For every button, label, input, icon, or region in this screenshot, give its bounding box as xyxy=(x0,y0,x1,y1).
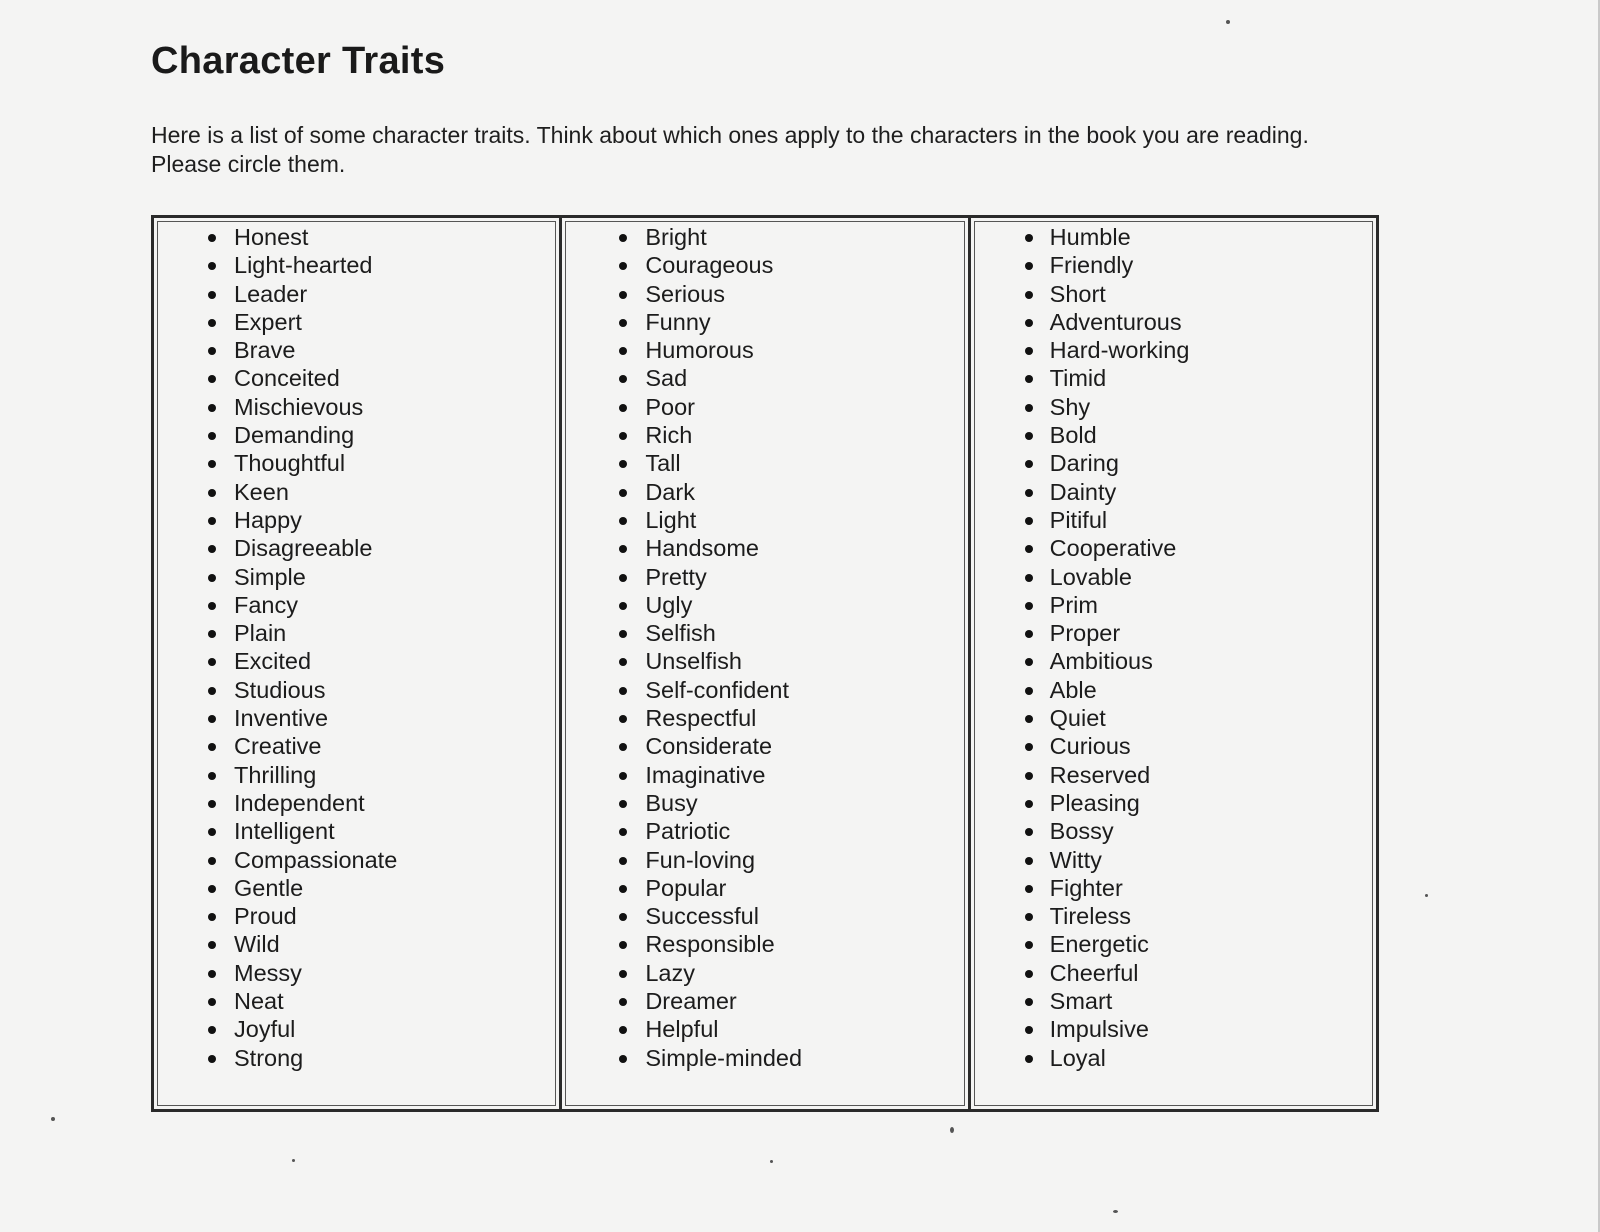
trait-item xyxy=(971,1015,1376,1043)
trait-item xyxy=(971,308,1376,336)
bullet-icon xyxy=(1025,375,1033,383)
bullet-icon xyxy=(208,234,216,242)
trait-label: Pretty xyxy=(645,563,707,590)
bullet-icon xyxy=(619,574,627,582)
bullet-icon xyxy=(619,234,627,242)
trait-label: Short xyxy=(1049,280,1106,307)
bullet-icon xyxy=(1025,574,1033,582)
trait-item xyxy=(562,308,967,336)
trait-item xyxy=(154,619,559,647)
bullet-icon xyxy=(619,828,627,836)
trait-label: Humble xyxy=(1049,224,1131,250)
trait-item xyxy=(971,506,1376,534)
bullet-icon xyxy=(619,432,627,440)
trait-label: Selfish xyxy=(645,620,716,647)
trait-label: Messy xyxy=(234,959,302,986)
trait-label: Fighter xyxy=(1049,874,1123,901)
trait-label: Ugly xyxy=(645,591,693,618)
trait-label: Cooperative xyxy=(1049,535,1177,562)
trait-item xyxy=(154,874,559,902)
trait-label: Rich xyxy=(645,422,693,449)
trait-label: Thoughtful xyxy=(234,450,346,477)
bullet-icon xyxy=(619,517,627,525)
trait-item xyxy=(971,676,1376,704)
trait-label: Witty xyxy=(1049,846,1102,873)
trait-item xyxy=(971,987,1376,1015)
trait-label: Neat xyxy=(234,988,284,1015)
trait-item xyxy=(562,449,967,477)
trait-label: Imaginative xyxy=(645,761,766,788)
trait-item xyxy=(154,478,559,506)
trait-item xyxy=(971,223,1376,251)
bullet-icon xyxy=(208,574,216,582)
scan-speck xyxy=(292,1159,295,1162)
trait-item xyxy=(562,817,967,845)
bullet-icon xyxy=(208,291,216,299)
trait-item xyxy=(562,874,967,902)
trait-item xyxy=(971,817,1376,845)
trait-item xyxy=(154,817,559,845)
trait-label: Fancy xyxy=(234,591,298,618)
bullet-icon xyxy=(1025,857,1033,865)
bullet-icon xyxy=(208,517,216,525)
trait-label: Impulsive xyxy=(1049,1016,1149,1043)
trait-item xyxy=(562,421,967,449)
bullet-icon xyxy=(208,857,216,865)
trait-label: Honest xyxy=(234,224,309,250)
trait-item xyxy=(562,761,967,789)
bullet-icon xyxy=(619,970,627,978)
trait-item xyxy=(154,902,559,930)
trait-item xyxy=(154,449,559,477)
trait-label: Timid xyxy=(1049,365,1107,392)
trait-item xyxy=(562,223,967,251)
bullet-icon xyxy=(208,941,216,949)
bullet-icon xyxy=(619,857,627,865)
trait-item xyxy=(154,1044,559,1072)
bullet-icon xyxy=(208,970,216,978)
bullet-icon xyxy=(619,404,627,412)
bullet-icon xyxy=(619,545,627,553)
scan-speck xyxy=(770,1160,773,1163)
trait-label: Handsome xyxy=(645,535,759,562)
trait-item xyxy=(562,647,967,675)
bullet-icon xyxy=(1025,970,1033,978)
bullet-icon xyxy=(208,545,216,553)
bullet-icon xyxy=(208,913,216,921)
trait-item xyxy=(971,930,1376,958)
traits-column-3 xyxy=(968,218,1376,1109)
scan-speck xyxy=(1425,894,1428,897)
trait-label: Inventive xyxy=(234,705,329,732)
trait-label: Studious xyxy=(234,676,326,703)
trait-label: Happy xyxy=(234,506,302,533)
trait-label: Lazy xyxy=(645,959,695,986)
trait-item xyxy=(562,846,967,874)
trait-item xyxy=(971,591,1376,619)
trait-label: Unselfish xyxy=(645,648,742,675)
bullet-icon xyxy=(1025,347,1033,355)
trait-label: Respectful xyxy=(645,705,757,732)
trait-item xyxy=(562,676,967,704)
trait-item xyxy=(971,251,1376,279)
bullet-icon xyxy=(208,489,216,497)
trait-label: Expert xyxy=(234,308,302,335)
scan-speck xyxy=(1226,20,1230,24)
trait-item xyxy=(562,280,967,308)
trait-label: Plain xyxy=(234,620,287,647)
trait-label: Dark xyxy=(645,478,695,505)
trait-label: Conceited xyxy=(234,365,340,392)
trait-label: Light xyxy=(645,506,697,533)
trait-item xyxy=(154,421,559,449)
bullet-icon xyxy=(619,347,627,355)
trait-label: Sad xyxy=(645,365,688,392)
trait-item xyxy=(562,1015,967,1043)
bullet-icon xyxy=(619,1026,627,1034)
bullet-icon xyxy=(619,941,627,949)
bullet-icon xyxy=(1025,1026,1033,1034)
trait-label: Poor xyxy=(645,393,695,420)
trait-item xyxy=(154,506,559,534)
trait-label: Smart xyxy=(1049,988,1113,1015)
trait-item xyxy=(971,874,1376,902)
bullet-icon xyxy=(208,658,216,666)
bullet-icon xyxy=(619,885,627,893)
scan-speck xyxy=(51,1117,55,1121)
trait-label: Helpful xyxy=(645,1016,719,1043)
bullet-icon xyxy=(1025,885,1033,893)
trait-label: Bold xyxy=(1049,422,1097,449)
trait-label: Shy xyxy=(1049,393,1091,420)
trait-label: Patriotic xyxy=(645,818,731,845)
trait-label: Strong xyxy=(234,1044,304,1071)
trait-label: Courageous xyxy=(645,252,774,279)
trait-item xyxy=(971,336,1376,364)
bullet-icon xyxy=(1025,489,1033,497)
bullet-icon xyxy=(1025,545,1033,553)
bullet-icon xyxy=(619,998,627,1006)
trait-item xyxy=(154,704,559,732)
trait-item xyxy=(971,478,1376,506)
trait-label: Hard-working xyxy=(1049,337,1190,364)
bullet-icon xyxy=(208,743,216,751)
bullet-icon xyxy=(619,1055,627,1063)
trait-label: Successful xyxy=(645,903,759,930)
bullet-icon xyxy=(619,715,627,723)
trait-item xyxy=(562,591,967,619)
trait-label: Mischievous xyxy=(234,393,364,420)
bullet-icon xyxy=(619,262,627,270)
bullet-icon xyxy=(208,347,216,355)
trait-label: Reserved xyxy=(1049,761,1151,788)
bullet-icon xyxy=(208,432,216,440)
bullet-icon xyxy=(619,658,627,666)
trait-item xyxy=(971,732,1376,760)
trait-label: Gentle xyxy=(234,874,304,901)
traits-table xyxy=(151,215,1379,1112)
trait-item xyxy=(562,364,967,392)
trait-item xyxy=(971,280,1376,308)
bullet-icon xyxy=(1025,602,1033,610)
scan-speck xyxy=(1113,1210,1118,1213)
trait-label: Dreamer xyxy=(645,988,737,1015)
bullet-icon xyxy=(1025,800,1033,808)
bullet-icon xyxy=(208,319,216,327)
trait-label: Pitiful xyxy=(1049,506,1108,533)
trait-item xyxy=(154,732,559,760)
trait-item xyxy=(154,251,559,279)
trait-label: Proper xyxy=(1049,620,1121,647)
trait-label: Fun-loving xyxy=(645,846,756,873)
trait-item xyxy=(154,1015,559,1043)
trait-item xyxy=(971,704,1376,732)
bullet-icon xyxy=(208,998,216,1006)
bullet-icon xyxy=(1025,432,1033,440)
trait-label: Prim xyxy=(1049,591,1098,618)
bullet-icon xyxy=(1025,743,1033,751)
trait-item xyxy=(154,308,559,336)
trait-item xyxy=(154,280,559,308)
bullet-icon xyxy=(208,602,216,610)
bullet-icon xyxy=(1025,319,1033,327)
trait-label: Loyal xyxy=(1049,1044,1106,1071)
bullet-icon xyxy=(208,1055,216,1063)
bullet-icon xyxy=(208,715,216,723)
bullet-icon xyxy=(619,291,627,299)
bullet-icon xyxy=(1025,404,1033,412)
trait-label: Cheerful xyxy=(1049,959,1139,986)
bullet-icon xyxy=(619,772,627,780)
trait-label: Able xyxy=(1049,676,1097,703)
trait-item xyxy=(154,223,559,251)
trait-item xyxy=(562,789,967,817)
bullet-icon xyxy=(1025,262,1033,270)
trait-item xyxy=(562,251,967,279)
bullet-icon xyxy=(1025,658,1033,666)
bullet-icon xyxy=(619,687,627,695)
trait-item xyxy=(154,846,559,874)
trait-item xyxy=(154,647,559,675)
trait-label: Energetic xyxy=(1049,931,1149,958)
trait-label: Joyful xyxy=(234,1016,296,1043)
bullet-icon xyxy=(208,1026,216,1034)
trait-item xyxy=(562,336,967,364)
trait-item xyxy=(154,534,559,562)
bullet-icon xyxy=(1025,998,1033,1006)
trait-label: Daring xyxy=(1049,450,1119,477)
trait-label: Simple xyxy=(234,563,306,590)
trait-label: Pleasing xyxy=(1049,789,1140,816)
trait-item xyxy=(971,563,1376,591)
bullet-icon xyxy=(1025,687,1033,695)
trait-label: Considerate xyxy=(645,733,773,760)
bullet-icon xyxy=(208,404,216,412)
trait-item xyxy=(154,676,559,704)
bullet-icon xyxy=(619,913,627,921)
trait-item xyxy=(971,1044,1376,1072)
trait-item xyxy=(971,789,1376,817)
trait-item xyxy=(562,506,967,534)
trait-label: Independent xyxy=(234,789,365,816)
trait-item xyxy=(562,930,967,958)
bullet-icon xyxy=(208,772,216,780)
trait-item xyxy=(154,364,559,392)
trait-label: Lovable xyxy=(1049,563,1132,590)
trait-item xyxy=(562,478,967,506)
trait-label: Curious xyxy=(1049,733,1131,760)
trait-item xyxy=(971,393,1376,421)
trait-label: Demanding xyxy=(234,422,355,449)
traits-list-1 xyxy=(154,223,559,1072)
trait-label: Responsible xyxy=(645,931,775,958)
trait-label: Dainty xyxy=(1049,478,1117,505)
trait-item xyxy=(154,336,559,364)
page-title: Character Traits xyxy=(151,40,446,82)
bullet-icon xyxy=(619,319,627,327)
trait-label: Creative xyxy=(234,733,322,760)
trait-item xyxy=(562,959,967,987)
bullet-icon xyxy=(1025,1055,1033,1063)
trait-label: Bright xyxy=(645,224,707,250)
trait-label: Funny xyxy=(645,308,711,335)
trait-item xyxy=(154,930,559,958)
trait-label: Intelligent xyxy=(234,818,335,845)
trait-label: Quiet xyxy=(1049,705,1106,732)
trait-label: Serious xyxy=(645,280,726,307)
traits-list-2 xyxy=(562,223,967,1072)
trait-label: Compassionate xyxy=(234,846,398,873)
bullet-icon xyxy=(208,630,216,638)
bullet-icon xyxy=(619,800,627,808)
bullet-icon xyxy=(1025,913,1033,921)
bullet-icon xyxy=(208,262,216,270)
instructions-text: Here is a list of some character traits. Think about which ones apply to the characters in the book you are reading. Please circle them. xyxy=(151,122,1309,177)
bullet-icon xyxy=(1025,517,1033,525)
bullet-icon xyxy=(619,743,627,751)
trait-item xyxy=(971,364,1376,392)
trait-item xyxy=(562,987,967,1015)
trait-item xyxy=(971,647,1376,675)
bullet-icon xyxy=(208,687,216,695)
trait-item xyxy=(971,421,1376,449)
trait-label: Simple-minded xyxy=(645,1044,803,1071)
trait-item xyxy=(971,902,1376,930)
bullet-icon xyxy=(208,375,216,383)
trait-label: Ambitious xyxy=(1049,648,1153,675)
trait-item xyxy=(971,534,1376,562)
bullet-icon xyxy=(1025,828,1033,836)
traits-column-1 xyxy=(154,218,559,1109)
bullet-icon xyxy=(208,828,216,836)
trait-item xyxy=(562,732,967,760)
trait-label: Tireless xyxy=(1049,903,1132,930)
bullet-icon xyxy=(1025,460,1033,468)
trait-label: Proud xyxy=(234,903,297,930)
bullet-icon xyxy=(619,630,627,638)
trait-item xyxy=(971,761,1376,789)
trait-label: Friendly xyxy=(1049,252,1134,279)
trait-item xyxy=(154,563,559,591)
trait-label: Leader xyxy=(234,280,308,307)
bullet-icon xyxy=(208,885,216,893)
trait-label: Adventurous xyxy=(1049,308,1182,335)
trait-item xyxy=(971,449,1376,477)
trait-item xyxy=(971,959,1376,987)
bullet-icon xyxy=(1025,772,1033,780)
trait-label: Busy xyxy=(645,789,698,816)
trait-item xyxy=(154,393,559,421)
trait-item xyxy=(154,987,559,1015)
bullet-icon xyxy=(208,460,216,468)
trait-item xyxy=(562,563,967,591)
trait-label: Brave xyxy=(234,337,296,364)
trait-item xyxy=(562,1044,967,1072)
trait-item xyxy=(562,902,967,930)
trait-label: Popular xyxy=(645,874,727,901)
trait-label: Disagreeable xyxy=(234,535,373,562)
trait-label: Tall xyxy=(645,450,681,477)
trait-label: Wild xyxy=(234,931,280,958)
trait-label: Keen xyxy=(234,478,289,505)
trait-item xyxy=(971,846,1376,874)
trait-item xyxy=(154,591,559,619)
trait-item xyxy=(154,959,559,987)
traits-list-3 xyxy=(971,223,1376,1072)
scan-speck xyxy=(950,1127,954,1133)
trait-label: Bossy xyxy=(1049,818,1114,845)
bullet-icon xyxy=(1025,715,1033,723)
bullet-icon xyxy=(208,800,216,808)
bullet-icon xyxy=(619,460,627,468)
trait-label: Self-confident xyxy=(645,676,790,703)
trait-item xyxy=(154,789,559,817)
trait-item xyxy=(562,393,967,421)
bullet-icon xyxy=(619,489,627,497)
trait-label: Excited xyxy=(234,648,312,675)
trait-item xyxy=(971,619,1376,647)
bullet-icon xyxy=(1025,630,1033,638)
trait-item xyxy=(562,534,967,562)
bullet-icon xyxy=(1025,291,1033,299)
bullet-icon xyxy=(619,602,627,610)
bullet-icon xyxy=(1025,234,1033,242)
trait-label: Thrilling xyxy=(234,761,317,788)
trait-item xyxy=(154,761,559,789)
trait-item xyxy=(562,704,967,732)
trait-item xyxy=(562,619,967,647)
traits-column-2 xyxy=(559,218,967,1109)
trait-label: Humorous xyxy=(645,337,754,364)
bullet-icon xyxy=(619,375,627,383)
bullet-icon xyxy=(1025,941,1033,949)
trait-label: Light-hearted xyxy=(234,252,373,279)
